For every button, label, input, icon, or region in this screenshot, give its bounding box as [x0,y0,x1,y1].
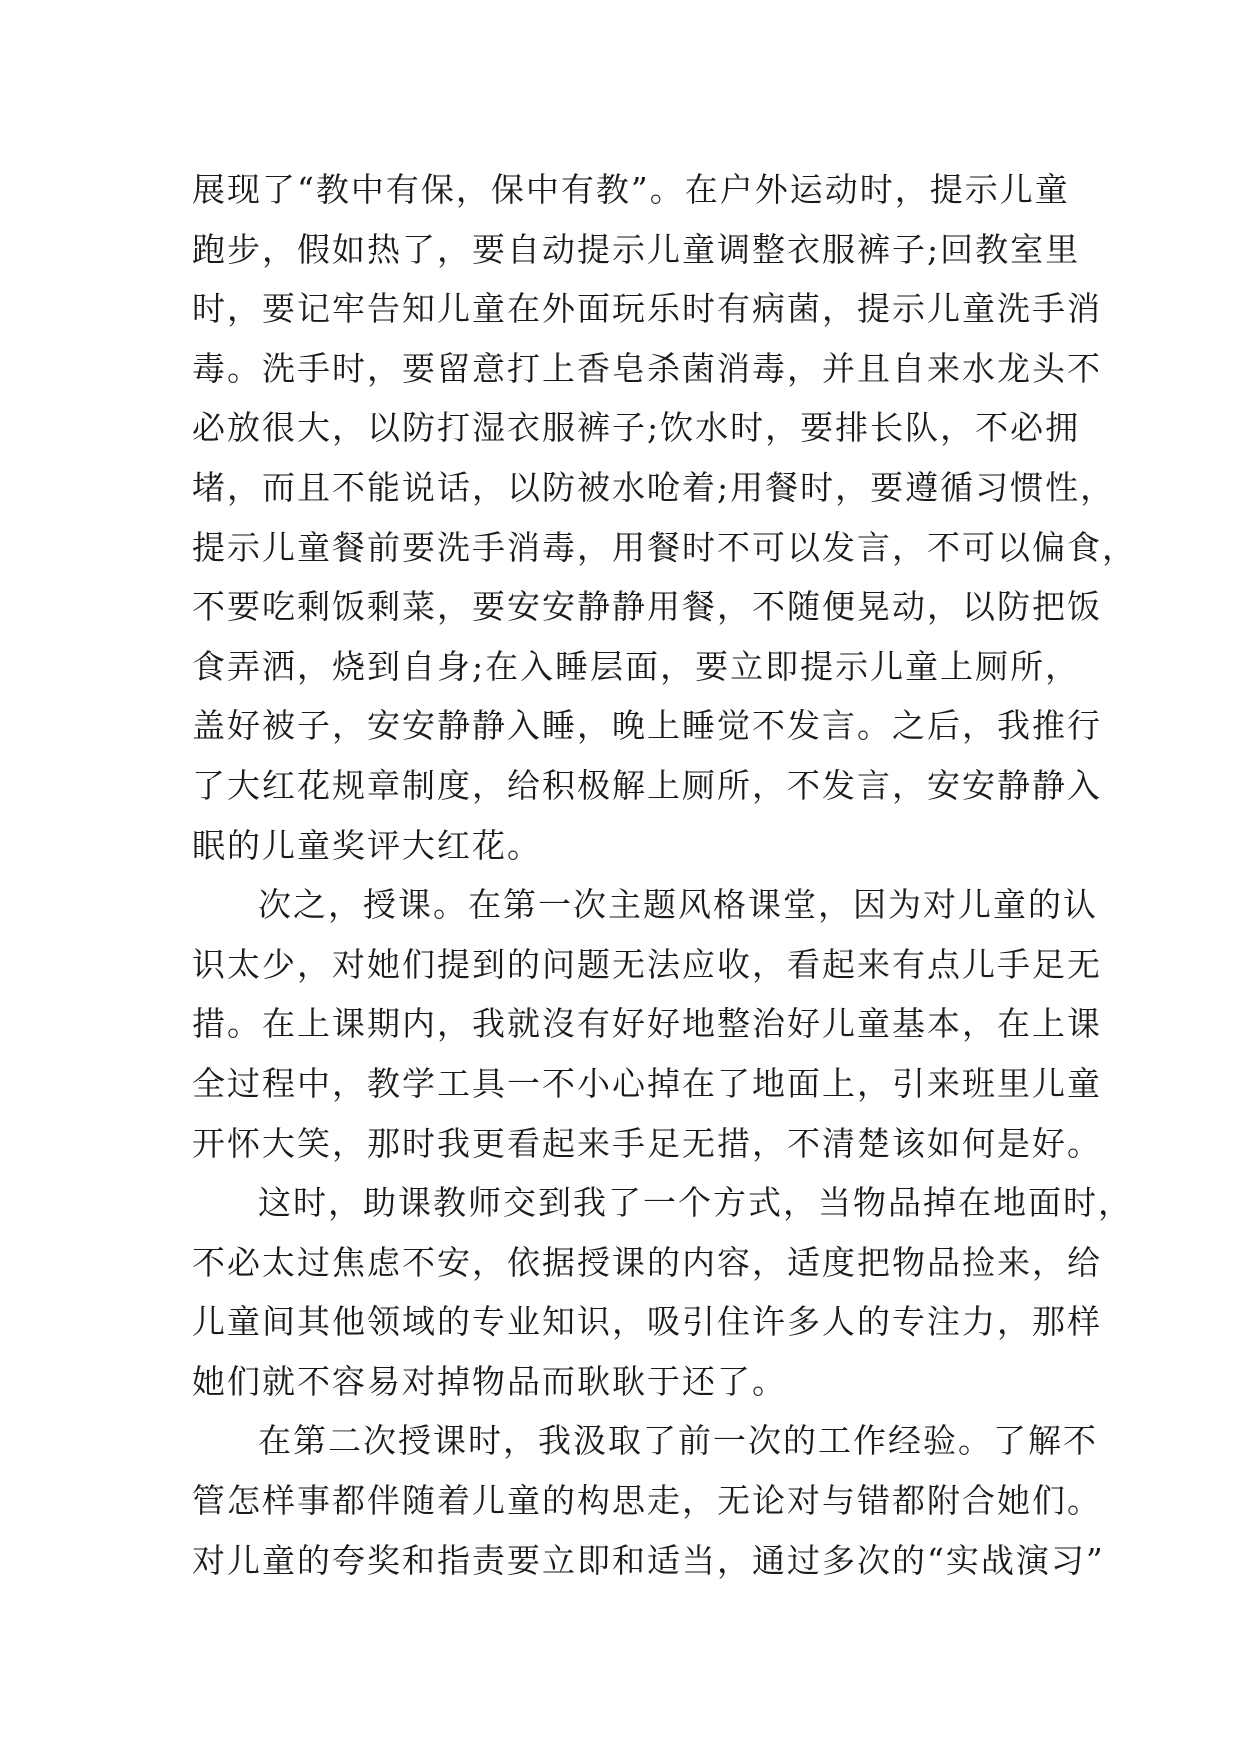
text-line: 堵，而且不能说话，以防被水呛着;用餐时，要遵循习惯性， [192,467,1116,507]
text-line: 管怎样事都伴随着儿童的构思走，无论对与错都附合她们。 [192,1481,1102,1521]
text-line: 全过程中，教学工具一不小心掉在了地面上，引来班里儿童 [192,1063,1102,1103]
paragraph-start-line: 在第二次授课时，我汲取了前一次的工作经验。了解不 [258,1421,1098,1461]
text-line: 儿童间其他领域的专业知识，吸引住许多人的专注力，那样 [192,1302,1102,1342]
text-line: 开怀大笑，那时我更看起来手足无措，不清楚该如何是好。 [192,1123,1102,1163]
text-line: 展现了“教中有保，保中有教”。在户外运动时，提示儿童 [192,170,1070,209]
text-line: 必放很大，以防打湿衣服裤子;饮水时，要排长队，不必拥 [192,408,1081,448]
text-line: 眠的儿童奖评大红花。 [192,825,542,865]
text-line: 毒。洗手时，要留意打上香皂杀菌消毒，并且自来水龙头不 [192,348,1102,388]
text-line: 提示儿童餐前要洗手消毒，用餐时不可以发言，不可以偏食， [192,527,1137,567]
text-line: 不要吃剩饭剩菜，要安安静静用餐，不随便晃动，以防把饭 [192,587,1102,627]
text-line: 识太少，对她们提到的问题无法应收，看起来有点儿手足无 [192,944,1102,984]
text-line: 了大红花规章制度，给积极解上厕所，不发言，安安静静入 [192,765,1102,805]
text-line: 她们就不容易对掉物品而耿耿于还了。 [192,1361,787,1401]
text-line: 盖好被子，安安静静入睡，晚上睡觉不发言。之后，我推行 [192,706,1102,746]
text-line: 食弄洒，烧到自身;在入睡层面，要立即提示儿童上厕所， [192,646,1081,686]
paragraph-start-line: 这时，助课教师交到我了一个方式，当物品掉在地面时， [258,1183,1133,1223]
text-line: 时，要记牢告知儿童在外面玩乐时有病菌，提示儿童洗手消 [192,289,1102,329]
text-line: 不必太过焦虑不安，依据授课的内容，适度把物品捡来，给 [192,1242,1102,1282]
text-line: 跑步，假如热了，要自动提示儿童调整衣服裤子;回教室里 [192,229,1081,269]
text-line: 对儿童的夸奖和指责要立即和适当，通过多次的“实战演习” [192,1540,1105,1580]
document-body [192,160,1137,1590]
paragraph-start-line: 次之，授课。在第一次主题风格课堂，因为对儿童的认 [258,885,1098,925]
text-line: 措。在上课期内，我就沒有好好地整治好儿童基本，在上课 [192,1004,1102,1044]
